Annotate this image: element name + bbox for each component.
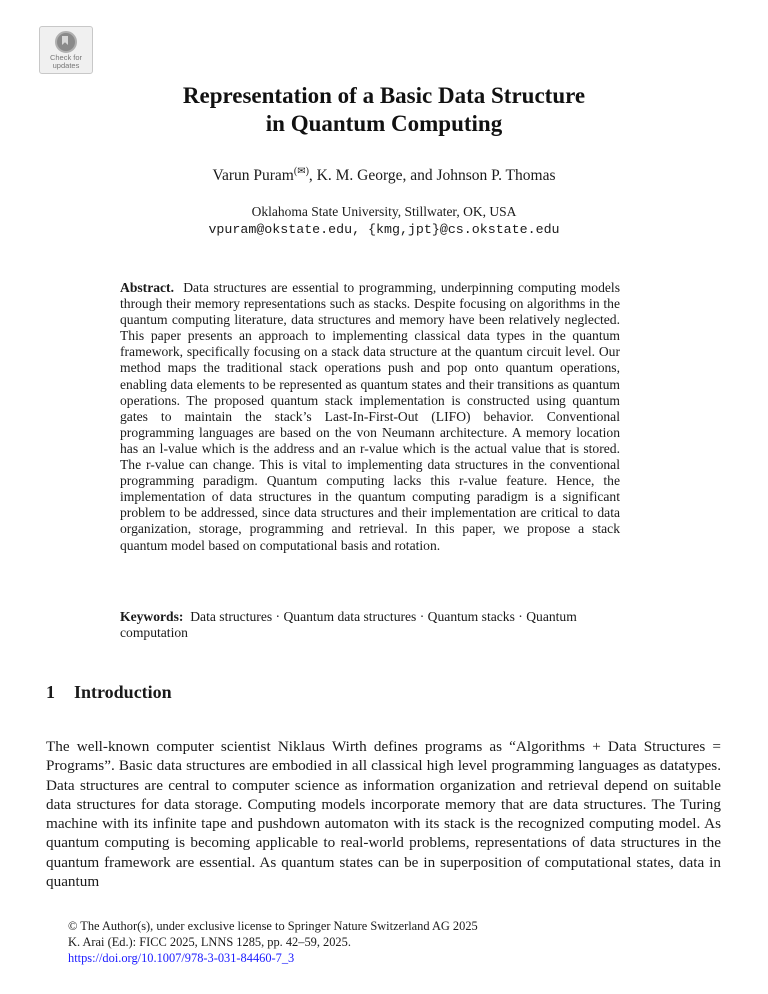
author-first: Varun Puram [212,167,294,185]
keywords [120,609,620,641]
envelope-icon: (✉) [293,166,309,177]
bookmark-icon [55,31,77,53]
keywords-text: Data structures · Quantum data structures · Quantum stacks · Quantum computation [120,609,577,641]
doi-link[interactable]: https://doi.org/10.1007/978-3-031-84460-7_3 [68,951,295,965]
abstract [120,280,620,554]
paper-title [0,82,768,138]
author-rest: , K. M. George, and Johnson P. Thomas [308,167,556,185]
citation: K. Arai (Ed.): FICC 2025, LNNS 1285, pp. 42–59, 2025. [68,935,351,949]
footer [68,918,478,966]
intro-paragraph: The well-known computer scientist Niklaus Wirth defines programs as “Algorithms + Data Structures = Programs”. Basic data structures are embodied in all classical high level programming languages as datatypes. Data structures are central to computer science as information organization and retrieval depend on suitable data structures for data storage. Computing models incorporate memory that are data structures. The Turing machine with its infinite tape and pushdown automaton with its stack is the recognized computing model. As quantum computing is becoming applicable to real-world problems, representations of data structures in the quantum framework are essential. As quantum states can be in superposition of computational states, data in quantum [46,738,721,891]
affiliation: Oklahoma State University, Stillwater, OK, USA [251,204,517,219]
check-for-updates-badge[interactable] [39,26,93,74]
copyright: © The Author(s), under exclusive license to Springer Nature Switzerland AG 2025 [68,919,478,933]
section-heading [46,682,172,703]
keywords-label: Keywords: [120,609,184,624]
author-emails: vpuram@okstate.edu, {kmg,jpt}@cs.okstate.edu [208,222,560,237]
title-line2: in Quantum Computing [265,111,503,136]
abstract-text: Data structures are essential to programming, underpinning computing models through their memory representations such as stacks. Despite focusing on algorithms in the quantum computing literature, data structures and memory have been relatively neglected. This paper presents an approach to implementing classical data types in the quantum framework, specifically focusing on a stack data structure at the quantum circuit level. Our method maps the traditional stack operations push and pop onto quantum operations, enabling data elements to be represented as quantum states and their transitions as quantum operations. The proposed quantum stack implementation is constructed using quantum gates to maintain the stack’s Last-In-First-Out (LIFO) behavior. Conventional programming languages are based on the von Neumann architecture. A memory location has an l-value which is the address and an r-value which is the actual value that is stored. The r-value can change. This is vital to implementing data structures in the conventional programming paradigm. Quantum computing lacks this r-value feature. Hence, the implementation of data structures in the quantum computing paradigm is a significant problem to be addressed, since data structures and their implementation are critical to data organization, storage, programming and retrieval. In this paper, we propose a stack quantum model based on computational basis and rotation. [120,280,621,553]
section-title: Introduction [74,682,172,702]
badge-line1: Check for [49,53,83,62]
abstract-label: Abstract. [120,280,174,295]
title-line1: Representation of a Basic Data Structure [182,83,586,108]
badge-line2: updates [52,61,80,70]
authors [0,166,768,185]
section-number: 1 [46,682,55,702]
